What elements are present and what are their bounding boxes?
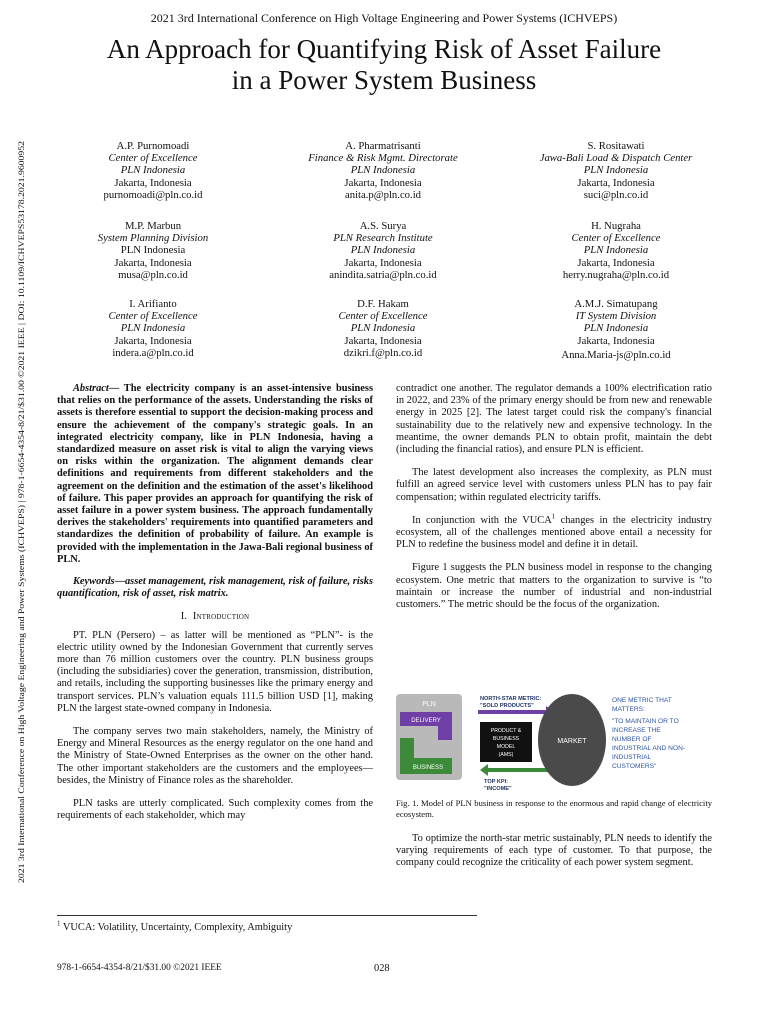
author-affiliation: IT System Division [575,310,657,323]
product-line-1: PRODUCT & [490,728,522,734]
author-organization: PLN Indonesia [120,322,186,335]
author-organization: PLN Indonesia [583,164,649,177]
north-star-line-1: NORTH-STAR METRIC: [480,696,542,702]
author-email: anindita.satria@pln.co.id [329,268,437,281]
author-location: Jakarta, Indonesia [114,256,192,269]
vuca-text: In conjunction with the VUCA [412,514,552,526]
author-affiliation: Jawa-Bali Load & Dispatch Center [539,152,693,165]
author-name: A. Pharmatrisanti [345,140,421,152]
sidebar-text: 2021 3rd International Conference on High Voltage Engineering and Power Systems (ICHVEPS) | 978-1-6654-4354-8/21/$31.00 ©2021 IEEE | DOI: 10.1109/ICHVEPS53178.2021.9600952 [16,227,26,883]
author-name: S. Rositawati [587,140,645,152]
one-metric-line-1: ONE METRIC THAT [612,697,672,704]
footnote-text: VUCA: Volatility, Uncertainty, Complexity, Ambiguity [60,922,293,933]
abstract [57,383,373,566]
author-name: H. Nugraha [591,220,641,232]
paragraph: PLN tasks are utterly complicated. Such complexity comes from the requirements of each stakeholder, which may [57,798,373,822]
conference-header: 2021 3rd International Conference on High Voltage Engineering and Power Systems (ICHVEPS) [150,11,618,25]
footnote-divider [57,915,477,916]
author-affiliation: Center of Excellence [108,310,198,323]
author-card [267,220,499,281]
author-card [267,140,499,201]
author-card [37,220,269,281]
author-affiliation: System Planning Division [97,232,209,245]
top-kpi-line-1: TOP KPI: [484,779,509,785]
right-column [396,383,712,611]
abstract-text: The electricity company is an asset-intensive business that relies on the performance of the assets. Understanding the risks of assets is therefore essential to support the decision-making process and ensure the achievement of the company's strategic goals. In an integrated electricity company, like in PLN Indonesia, having a standardized measure on asset risk is vital to align the varying views on risks within the organization. The alignment demands clear definitions and requirements from different stakeholders and the agreement on the definition and the estimation of the asset's likelihood of failure. This paper provides an approach for quantifying the risk of asset failure in a power system business. The approach fundamentally derives the stakeholders' requirements into quantified parameters and standardizes the definition of probability of failure. An example is provided with the implementation in the Jawa-Bali regional business of PLN. [57,383,373,565]
author-card [500,220,732,281]
author-affiliation: Center of Excellence [338,310,428,323]
author-name: A.S. Surya [359,220,407,232]
author-name: M.P. Marbun [124,220,182,232]
author-email: suci@pln.co.id [583,188,649,201]
author-location: Jakarta, Indonesia [114,334,192,347]
author-organization: PLN Indonesia [120,164,186,177]
doi-sidebar [8,140,32,885]
author-location: Jakarta, Indonesia [577,334,655,347]
author-name: I. Arifianto [129,298,177,310]
page-number: 028 [374,963,390,974]
delivery-hook [438,712,452,740]
arrow-left-icon [480,764,488,776]
product-line-4: (AMS) [498,752,514,758]
footnote-marker: 1 [551,512,556,521]
author-location: Jakarta, Indonesia [577,256,655,269]
paragraph [396,512,712,552]
paragraph: The latest development also increases the complexity, as PLN must fulfill an agreed service level with customers unless PLN has to pay fair compensation; within regulated electricity tariffs. [396,467,712,503]
paper-title [30,34,738,96]
author-card [500,140,732,201]
author-card [500,298,732,361]
paragraph: Figure 1 suggests the PLN business model in response to the changing ecosystem. One metric that matters to the organization to survive is “to maintain or increase the number of industrial and non-industrial customers.” The metric should be the focus of the organization. [396,562,712,611]
quote-line-4: INDUSTRIAL AND NON- [612,745,686,752]
author-card [37,140,269,201]
author-organization: PLN Indonesia [583,322,649,335]
title-line-2: in a Power System Business [231,65,537,95]
product-line-3: MODEL [496,744,516,750]
paragraph: PT. PLN (Persero) – as latter will be mentioned as “PLN”- is the electric utility owned by the Indonesian Government that currently serves more than 76 million customers over the country. PLN business groups (including the subsidiaries) cover the generation, transmission, distribution, and retails, including the supporting businesses like the primary energy and transport services. PLN’s valuation equals 111.5 billion USD [1], making PLN the largest state-owned company in Indonesia. [57,629,373,714]
figure-1 [396,690,712,794]
author-email: indera.a@pln.co.id [112,346,194,359]
top-kpi-line-2: "INCOME" [484,786,512,792]
author-organization: PLN Indonesia [350,322,416,335]
quote-line-3: NUMBER OF [612,736,652,743]
author-email: Anna.Maria-js@pln.co.id [561,348,671,361]
figure-caption: Fig. 1. Model of PLN business in response to the enormous and rapid change of electricity ecosystem. [396,798,712,819]
author-affiliation: Center of Excellence [571,232,661,245]
section-title: Introduction [192,611,250,623]
quote-line-6: CUSTOMERS" [612,763,657,770]
title-line-1: An Approach for Quantifying Risk of Asset Failure [106,34,662,64]
author-email: anita.p@pln.co.id [344,188,422,201]
business-hook [400,738,414,768]
abstract-label: Abstract— [73,383,120,394]
market-label: MARKET [557,738,587,745]
author-name: D.F. Hakam [357,298,409,310]
section-heading [57,611,373,623]
author-card [37,298,269,359]
top-kpi-arrow [488,768,554,772]
author-organization: PLN Indonesia [350,244,416,257]
author-organization: PLN Indonesia [350,164,416,177]
author-email: dzikri.f@pln.co.id [343,346,423,359]
author-email: purnomoadi@pln.co.id [103,188,203,201]
author-location: Jakarta, Indonesia [114,176,192,189]
author-affiliation: Center of Excellence [108,152,198,165]
keywords: Keywords—asset management, risk management, risk of failure, risks quantification, risk of asset, risk matrix. [57,576,373,600]
left-column [57,383,373,823]
quote-line-1: "TO MAINTAIN OR TO [612,718,679,725]
north-star-line-2: "SOLD PRODUCTS" [480,703,534,709]
author-email: herry.nugraha@pln.co.id [562,268,670,281]
author-location: Jakarta, Indonesia [344,176,422,189]
author-email: musa@pln.co.id [118,268,188,281]
author-location: Jakarta, Indonesia [577,176,655,189]
author-card [267,298,499,359]
quote-line-2: INCREASE THE [612,727,661,734]
footnote [57,919,293,933]
delivery-label: DELIVERY [411,718,441,724]
author-affiliation: PLN Research Institute [333,232,433,245]
paragraph: To optimize the north-star metric sustainably, PLN needs to identify the varying requirements of each type of customer. To that purpose, the company could recognize the criticality of each power system segment. [396,833,712,869]
north-star-arrow [478,710,546,714]
author-affiliation: Finance & Risk Mgmt. Directorate [308,152,458,165]
paragraph: The company serves two main stakeholders, namely, the Ministry of Energy and Mineral Resources as the energy regulator on the one hand and the Ministry of State-Owned Enterprises as the owner on the other hand. The other important stakeholders are the customers and the employees—besides, the Ministry of Finance roles as the shareholder. [57,726,373,786]
footnote-number: 1 [57,919,61,928]
paragraph: contradict one another. The regulator demands a 100% electrification ratio in 2022, and 23% of the primary energy should be from new and renewable energy in 2025 [2]. The latest target could risk the company's financial sustainability due to the relatively new and expensive technology. In the meantime, the owner demands PLN to obtain profit, maintain the debt (including the financial ratios), and ensure PLN is efficient. [396,383,712,456]
author-name: A.M.J. Simatupang [574,298,658,310]
product-line-2: BUSINESS [492,736,520,742]
author-location: Jakarta, Indonesia [344,334,422,347]
author-location: Jakarta, Indonesia [344,256,422,269]
one-metric-line-2: MATTERS: [612,706,645,713]
author-organization: PLN Indonesia [583,244,649,257]
author-name: A.P. Purnomoadi [116,140,190,152]
section-number: I. [180,611,188,623]
author-organization: PLN Indonesia [120,244,186,257]
vuca-text-rest: changes in the electricity industry ecosystem, all of the challenges mentioned above entail a necessity for PLN to redefine the business model and define it in detail. [396,514,712,551]
business-label: BUSINESS [412,765,444,771]
pln-label: PLN [422,701,436,708]
right-column-bottom [396,833,712,870]
quote-line-5: INDUSTRIAL [612,754,652,761]
copyright-footer: 978-1-6654-4354-8/21/$31.00 ©2021 IEEE [57,963,222,973]
